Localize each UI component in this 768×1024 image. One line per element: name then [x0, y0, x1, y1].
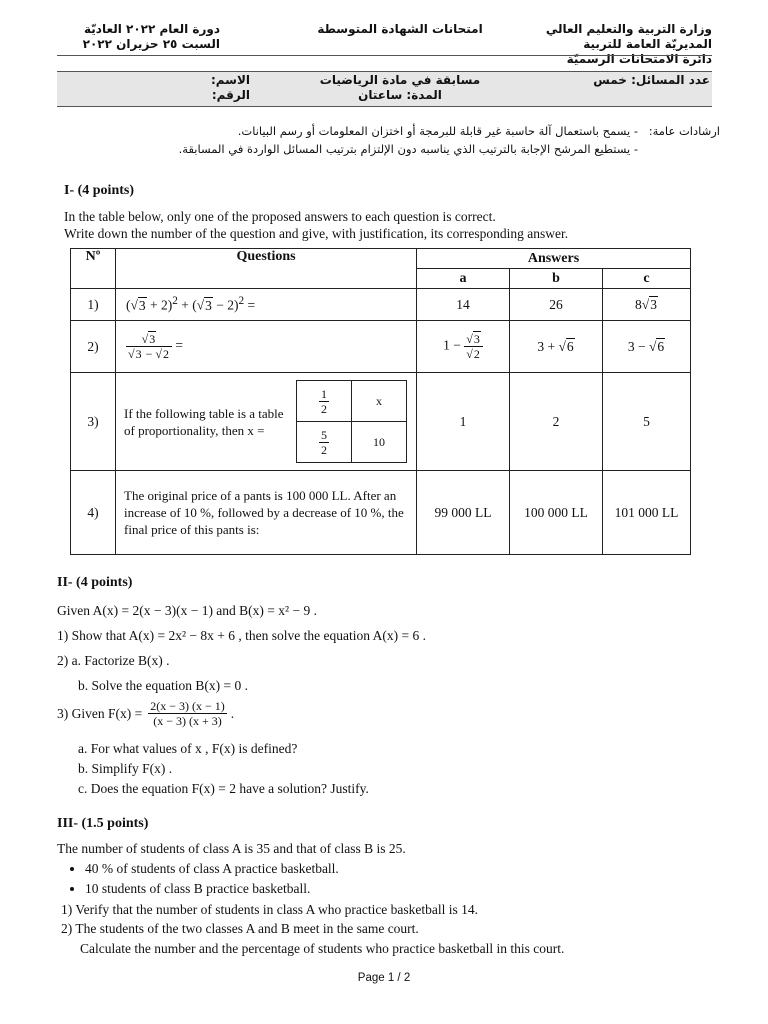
col-questions: Questions — [116, 249, 417, 289]
col-a: a — [417, 269, 510, 289]
table-row: 1) $(√3 + 2)^2 + (√3 - 2)^2$ = 14 26 8√3 — [71, 289, 691, 321]
part1-intro-2: Write down the number of the question and give, with justification, its corresponding answer. — [64, 226, 569, 241]
instructions-label: ارشادات عامة: — [648, 124, 720, 138]
part3-title: III- (1.5 points) — [57, 816, 149, 831]
instructions-line-1: - يسمح باستعمال آلة حاسبة غير قابلة للبرمجة أو اختزان المعلومات أو رسم البيانات. — [237, 124, 638, 138]
part1-intro-1: In the table below, only one of the proposed answers to each question is correct. — [64, 209, 496, 224]
part2-title: II- (4 points) — [57, 575, 133, 590]
col-c: c — [603, 269, 691, 289]
part3-intro: The number of students of class A is 35 and that of class B is 25. — [57, 841, 406, 856]
part2-q3: 3) Given F(x) = $\frac{2(x - 3) (x - 1)}{(x - 3) (x + 3)}$ . — [57, 699, 235, 728]
table-row: 4) The original price of a pants is 100 000 LL. After an increase of 10 %, followed by a decrease of 10 %, the final price of this pants is: 99 000 LL 100 000 LL 101 000 LL — [71, 471, 691, 555]
part2-q2a: 2) a. Factorize B(x) . — [57, 653, 170, 668]
col-b: b — [510, 269, 603, 289]
part3-q1: 1) Verify that the number of students in class A who practice basketball is 14. — [61, 902, 479, 917]
part2-q3a: a. For what values of x , F(x) is defined? — [78, 741, 298, 756]
part2-q3b: b. Simplify F(x) . — [78, 761, 173, 776]
part2-given: Given A(x) = 2(x − 3)(x − 1) and B(x) = x² − 9 . — [57, 603, 317, 618]
header-session: دورة العام ٢٠٢٢ العاديّة السبت ٢٥ حزيران ٢٠٢٢ — [82, 22, 220, 51]
header-divider — [57, 55, 712, 56]
header-problem-count: عدد المسائل: خمس — [593, 73, 710, 87]
answer-2a: 1 − $\frac{√3}{√2}$ — [417, 321, 510, 373]
col-no: Nº — [71, 249, 116, 289]
table-row: 2) $\frac{√3}{√3 - √2}$ = 1 − $\frac{√3}{√2}$ 3 + √6 3 − √6 — [71, 321, 691, 373]
answer-1c: 8√3 — [603, 289, 691, 321]
header-subject: مسابقة في مادة الرياضيات المدة: ساعتان — [319, 73, 481, 102]
part2-q1: 1) Show that A(x) = 2x² − 8x + 6 , then solve the equation A(x) = 6 . — [57, 628, 426, 643]
list-item: • 40 % of students of class A practice basketball. — [85, 860, 657, 877]
question-3: If the following table is a table of proportionality, then x = $\frac{1}{2}$ x $\frac{5}{2}$ 10 — [116, 373, 417, 471]
col-answers: Answers — [417, 249, 691, 269]
part2-q3c: c. Does the equation F(x) = 2 have a solution? Justify. — [78, 781, 369, 796]
table-row: 3) If the following table is a table of proportionality, then x = $\frac{1}{2}$ x $\frac{5}{2}$ 10 1 2 5 — [71, 373, 691, 471]
answer-2b: 3 + √6 — [510, 321, 603, 373]
part2-q2b: b. Solve the equation B(x) = 0 . — [78, 678, 248, 693]
questions-table — [70, 248, 691, 555]
header-ministry: وزارة التربية والتعليم العالي المديريّة العامة للتربية دائرة الامتحانات الرسميّة — [545, 22, 712, 66]
part3-bullets — [57, 860, 657, 897]
part3-q2: 2) The students of the two classes A and B meet in the same court. — [61, 921, 419, 936]
part3-q2b: Calculate the number and the percentage of students who practice basketball in this court. — [80, 941, 565, 956]
page-number: Page 1 / 2 — [357, 972, 411, 984]
part1-title: I- (4 points) — [64, 183, 135, 198]
header-exam-name: امتحانات الشهادة المتوسطة — [317, 22, 483, 36]
question-1-expression: $(√3 + 2)^2 + (√3 - 2)^2$ = — [116, 289, 417, 321]
list-item: • 10 students of class B practice basketball. — [85, 880, 657, 897]
proportionality-table: $\frac{1}{2}$ x $\frac{5}{2}$ 10 — [296, 380, 407, 463]
question-2-expression: $\frac{√3}{√3 - √2}$ = — [116, 321, 417, 373]
answer-2c: 3 − √6 — [603, 321, 691, 373]
header-name-field: الاسم: الرقم: — [210, 73, 250, 102]
instructions-line-2: - يستطيع المرشح الإجابة بالترتيب الذي يناسبه دون الإلتزام بترتيب المسائل الواردة في المسابقة. — [178, 142, 638, 156]
